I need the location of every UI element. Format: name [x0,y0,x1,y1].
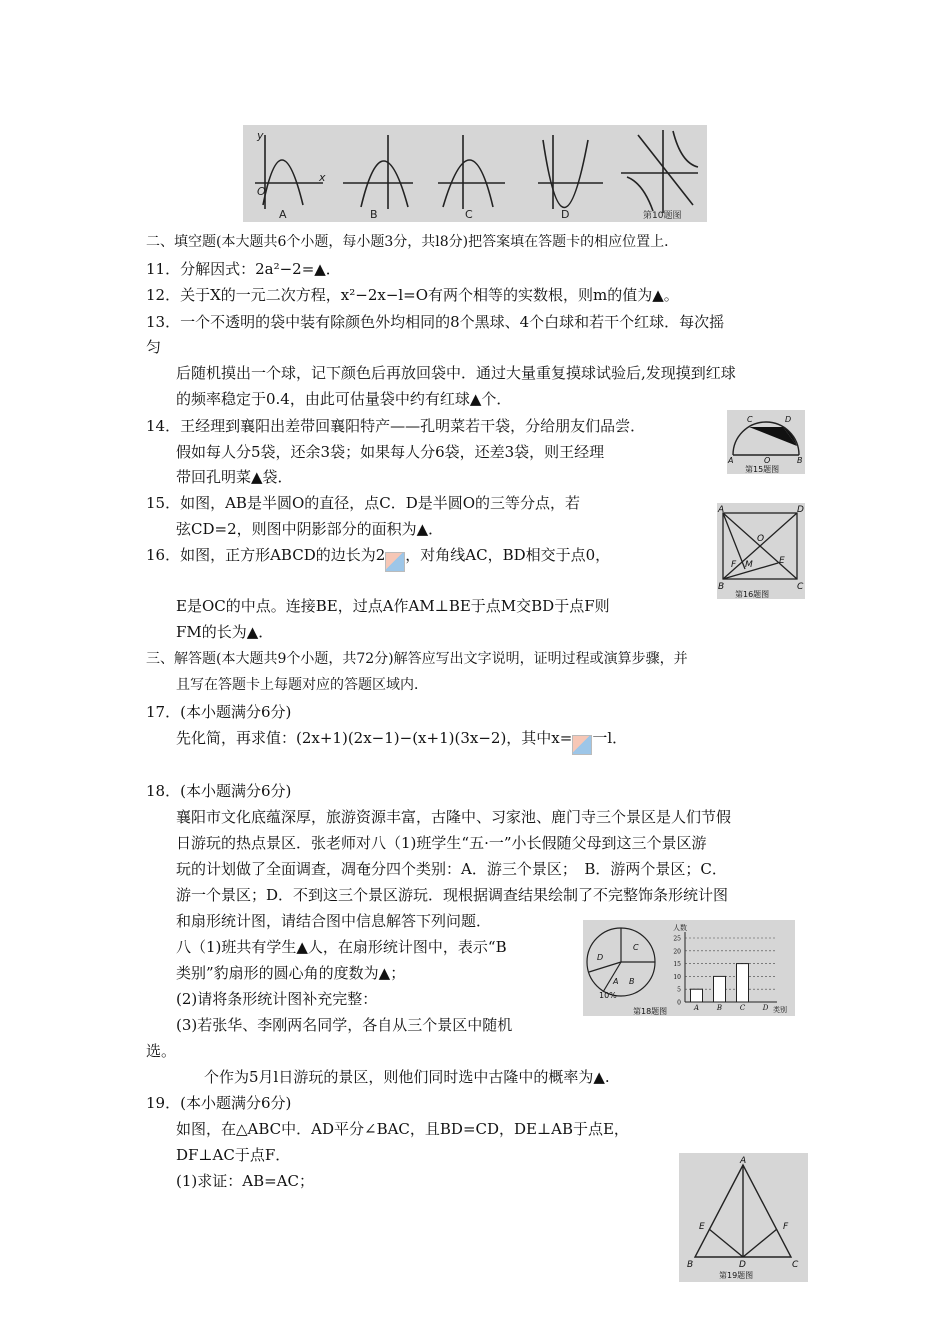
bar-a [691,989,703,1002]
question-19-head: 19．(本小题满分6分) [146,1094,292,1112]
svg-text:D: D [785,415,792,424]
fig10-label-b: B [370,208,378,221]
question-13-line2: 后随机摸出一个球，记下颜色后再放回袋中．通过大量重复摸球试验后,发现摸到红球 [176,364,736,382]
question-18-line4: 游一个景区；D．不到这三个景区游玩．现根据调查结果绘制了不完整饰条形统计图 [176,886,729,904]
x-tick-label: B [716,1004,723,1012]
figure-18 [583,920,795,1016]
fig10-label-d: D [561,208,570,221]
question-19-line1: 如图，在△ABC中．AD平分∠BAC，且BD=CD，DE⊥AB于点E， [176,1120,629,1138]
question-18-line1: 襄阳市文化底蕴深厚，旅游资源丰富，古隆中、习家池、鹿门寺三个景区是人们节假 [176,808,732,826]
question-18-line9: (3)若张华、李刚两名同学，各自从三个景区中随机 [176,1016,513,1034]
question-12: 12．关于X的一元二次方程，x²−2x−l=O有两个相等的实数根，则m的值为▲。 [146,286,679,304]
question-14-line2: 假如每人分5袋，还余3袋；如果每人分6袋，还差3袋，则王经理 [176,443,605,461]
question-13-line1: 13．一个不透明的袋中装有除颜色外均相同的8个黑球、4个白球和若干个红球．每次摇 [146,313,725,331]
question-18-line10: 选。 [146,1042,177,1060]
broken-image-icon [572,735,592,755]
svg-text:B: B [797,456,803,465]
pie-label-b: B [629,977,635,986]
fig10-y-label: y [257,129,264,142]
svg-text:A: A [740,1156,747,1166]
pie-label-d: D [597,953,604,962]
question-16-line3: FM的长为▲． [176,623,274,641]
section-3-heading-line1: 三、解答题(本大题共9个小题，共72分)解答应写出文字说明，证明过程或演算步骤，并 [146,651,688,667]
bar-b [714,976,726,1002]
x-axis-title: 类别 [773,1006,787,1014]
fig19-caption: 第19题图 [719,1271,754,1280]
svg-text:O: O [257,185,266,198]
section-2-heading: 二、填空题(本大题共6个小题，每小题3分，共l8分)把答案填在答题卡的相应位置上． [146,234,679,250]
svg-text:D: D [797,505,804,515]
figure-16 [717,503,805,599]
svg-text:A: A [718,505,725,515]
svg-text:A: A [728,456,734,465]
y-tick-label: 10 [673,973,681,981]
svg-text:M: M [745,560,753,570]
question-17-head: 17．(本小题满分6分) [146,703,292,721]
figure-10 [243,125,707,222]
x-tick-label: C [739,1004,746,1012]
question-19-line2: DF⊥AC于点F． [176,1146,291,1164]
question-14-line1: 14．王经理到襄阳出差带回襄阳特产——孔明菜若干袋，分给朋友们品尝． [146,417,646,435]
question-11: 11．分解因式：2a²−2=▲． [146,260,341,278]
question-18-line5: 和扇形统计图，请结合图中信息解答下列问题． [176,912,492,930]
fig10-label-c: C [465,208,473,221]
question-18-line7: 类别”豹扇形的圆心角的度数为▲； [176,964,406,982]
svg-text:F: F [731,560,737,570]
question-18-line2: 日游玩的热点景区．张老师对八（1)班学生“五·一”小长假随父母到这三个景区游 [176,834,707,852]
question-17-text: 先化简，再求值：(2x+1)(2x−1)−(x+1)(3x−2)，其中x= 一l． [176,729,627,749]
question-15-line2: 弦CD=2，则图中阴影部分的面积为▲． [176,520,444,538]
question-18-head: 18．(本小题满分6分) [146,782,292,800]
question-18-line8: (2)请将条形统计图补充完整： [176,990,378,1008]
pie-label-a: A [613,977,619,986]
fig10-label-a: A [279,208,287,221]
y-tick-label: 15 [673,961,681,969]
svg-text:F: F [783,1222,789,1232]
fig10-caption: 第10题图 [643,211,682,221]
question-16-line1: 16．如图，正方形ABCD的边长为2 ，对角线AC，BD相交于点0， [146,546,610,566]
question-18-line6: 八（1)班共有学生▲人，在扇形统计图中，表示“B [176,938,507,956]
question-18-line11: 个作为5月l日游玩的景区，则他们同时选中古隆中的概率为▲. [204,1068,610,1086]
fig16-caption: 第16题图 [735,590,770,599]
y-tick-label: 5 [677,986,681,994]
fig18-caption: 第18题图 [633,1007,668,1016]
question-15-line1: 15．如图，AB是半圆O的直径，点C．D是半圆O的三等分点，若 [146,494,581,512]
y-axis-title: 人数 [673,924,687,932]
bar-c [737,964,749,1002]
figure-19 [679,1153,808,1282]
question-19-line3: (1)求证：AB=AC； [176,1172,314,1190]
svg-text:C: C [797,582,804,592]
x-tick-label: D [762,1004,769,1012]
figure-15 [727,410,805,474]
question-16-line2: E是OC的中点。连接BE，过点A作AM⊥BE于点M交BD于点F则 [176,597,610,615]
svg-text:x: x [319,171,326,184]
svg-text:C: C [792,1260,799,1270]
svg-text:E: E [779,556,785,566]
y-tick-label: 0 [677,999,681,1007]
question-13-line3: 的频率稳定于0.4，由此可估量袋中约有红球▲个． [176,390,512,408]
broken-image-icon [385,552,405,572]
svg-text:B: B [687,1260,694,1270]
y-tick-label: 20 [673,948,681,956]
svg-text:E: E [699,1222,705,1232]
svg-text:C: C [747,415,753,424]
section-3-heading-line2: 且写在答题卡上每题对应的答题区域内． [176,677,428,693]
fig15-caption: 第15题图 [745,465,780,474]
svg-text:B: B [718,582,725,592]
question-13-line1b: 匀 [146,338,162,356]
svg-text:O: O [757,534,765,544]
pie-pct: 10% [599,991,617,1000]
pie-label-c: C [633,943,639,952]
y-tick-label: 25 [673,935,681,943]
x-tick-label: A [693,1004,700,1012]
question-18-line3: 玩的计划做了全面调查，凋奄分四个类别：A．游三个景区； B．游两个景区；C． [176,860,727,878]
svg-text:D: D [739,1260,746,1270]
question-14-line3: 带回孔明菜▲袋． [176,468,293,486]
svg-text:O: O [764,456,771,465]
